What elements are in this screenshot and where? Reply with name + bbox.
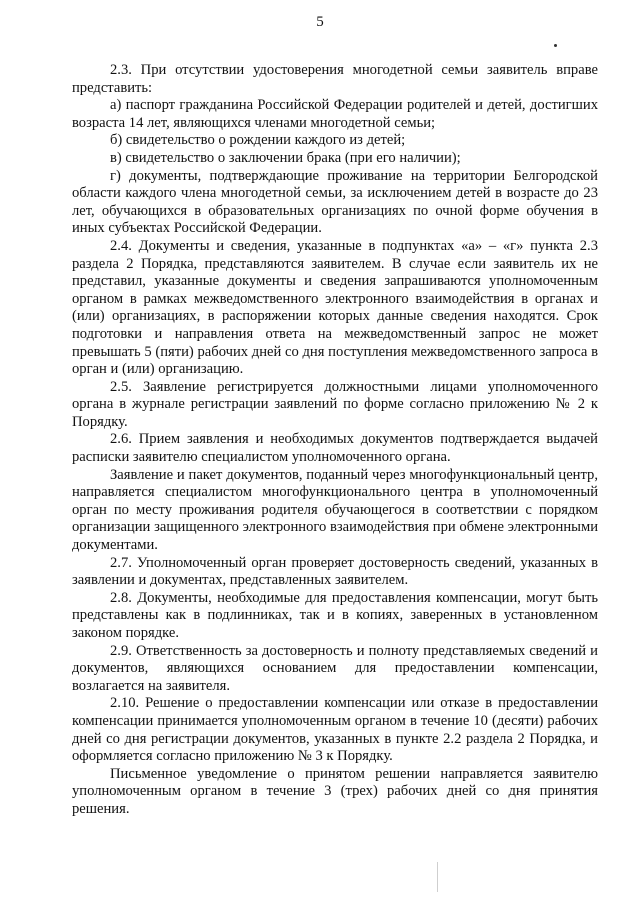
scan-speck <box>554 44 557 47</box>
paragraph-2-5: 2.5. Заявление регистрируется должностными лицами уполномоченного органа в журнале регистрации заявлений по форме согласно приложению № 2 к Порядку. <box>72 378 598 430</box>
paragraph-2-9: 2.9. Ответственность за достоверность и полноту представляемых сведений и документов, являющихся основанием для предоставлении компенсации, возлагается на заявителя. <box>72 642 598 694</box>
paragraph-2-6: 2.6. Прием заявления и необходимых документов подтверждается выдачей расписки заявителю специалистом уполномоченного органа. <box>72 431 598 466</box>
list-item-v: в) свидетельство о заключении брака (при его наличии); <box>110 149 461 166</box>
scan-mark <box>437 862 438 892</box>
list-item-a: а) паспорт гражданина Российской Федерации родителей и детей, достигших возраста 14 лет, являющихся членами многодетной семьи; <box>72 97 598 131</box>
paragraph-notification: Письменное уведомление о принятом решении направляется заявителю уполномоченным органом в течение 3 (трех) рабочих дней со дня принятия решения. <box>72 765 598 817</box>
list-item-b: б) свидетельство о рождении каждого из детей; <box>110 132 406 149</box>
paragraph-2-7: 2.7. Уполномоченный орган проверяет достоверность сведений, указанных в заявлении и документах, представленных заявителем. <box>72 554 598 589</box>
paragraph-2-8: 2.8. Документы, необходимые для предоставления компенсации, могут быть представлены как в подлинниках, так и в копиях, заверенных в установленном законом порядке. <box>72 589 598 641</box>
list-item-g: г) документы, подтверждающие проживание на территории Белгородской области каждого члена многодетной семьи, за исключением детей в возрасте до 23 лет, обучающихся в образовательных организациях по очной форме обучения в иных субъектах Российской Федерации. <box>72 167 598 237</box>
paragraph-2-3: 2.3. При отсутствии удостоверения многодетной семьи заявитель вправе представить: <box>72 62 598 96</box>
page-number: 5 <box>316 14 324 30</box>
paragraph-2-4: 2.4. Документы и сведения, указанные в подпунктах «а» – «г» пункта 2.3 раздела 2 Порядка, представляются заявителем. В случае если заявитель их не представил, указанные документы и сведения запрашиваются уполномоченным органом в рамках межведомственного электронного взаимодействия в органах и (или) организациях, в распоряжении которых данные сведения находятся. Срок подготовки и направления ответа на межведомственный запрос не может превышать 5 (пяти) рабочих дней со дня поступления межведомственного запроса в орган и (или) организацию. <box>72 237 598 378</box>
paragraph-2-10: 2.10. Решение о предоставлении компенсации или отказе в предоставлении компенсации принимается уполномоченным органом в течение 10 (десяти) рабочих дней со дня регистрации документов, указанных в пункте 2.2 раздела 2 Порядка, и оформляется согласно приложению № 3 к Порядку. <box>72 695 598 765</box>
paragraph-mfc: Заявление и пакет документов, поданный через многофункциональный центр, направляется специалистом многофункционального центра в уполномоченный орган по месту проживания родителя обучающегося в соответствии с порядком организации защищенного электронного взаимодействия при обмене электронными документами. <box>72 466 598 554</box>
document-body <box>72 62 598 819</box>
